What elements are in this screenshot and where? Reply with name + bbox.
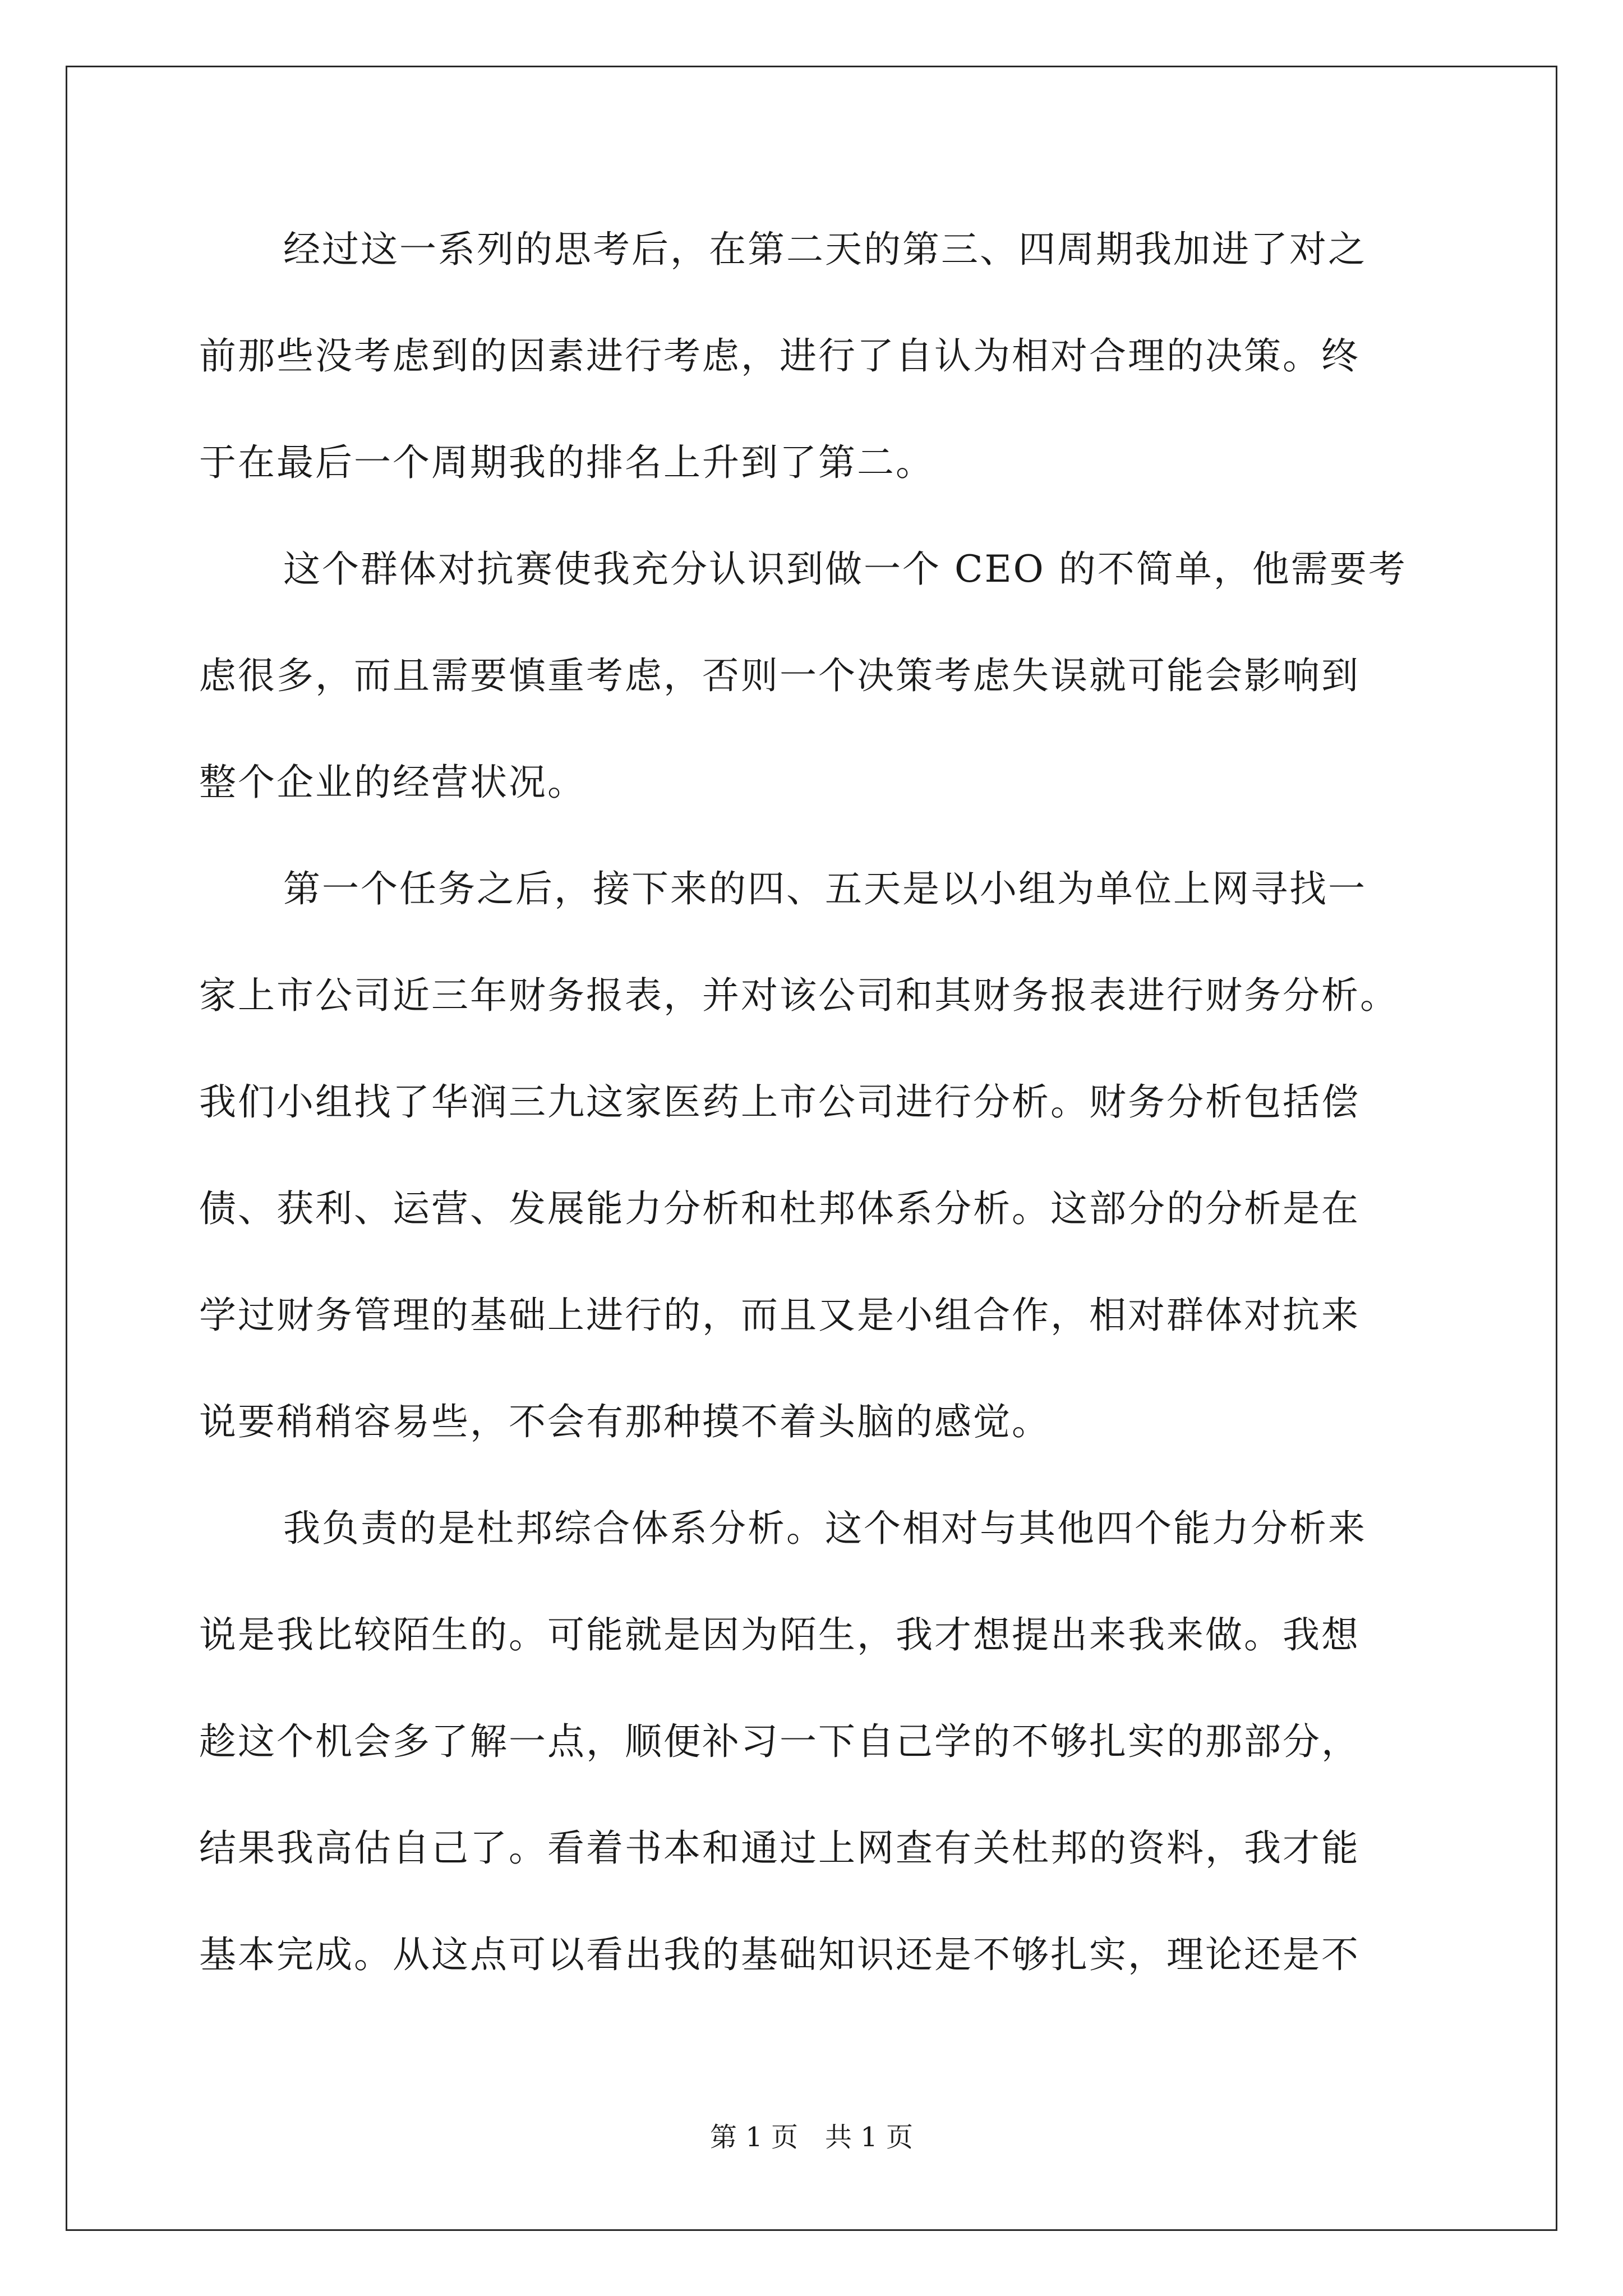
paragraph-3-line-1: 第一个任务之后，接下来的四、五天是以小组为单位上网寻找一 — [283, 867, 1367, 910]
paragraph-1-line-3: 于在最后一个周期我的排名上升到了第二。 — [199, 441, 934, 484]
paragraph-4-line-3: 趁这个机会多了解一点，顺便补习一下自己学的不够扎实的那部分， — [199, 1720, 1360, 1763]
paragraph-3-line-6: 说要稍稍容易些，不会有那种摸不着头脑的感觉。 — [199, 1400, 1050, 1443]
paragraph-4-line-2: 说是我比较陌生的。可能就是因为陌生，我才想提出来我来做。我想 — [199, 1613, 1360, 1657]
page-border — [66, 66, 1557, 2231]
paragraph-2-line-1: 这个群体对抗赛使我充分认识到做一个 CEO 的不简单，他需要考 — [283, 547, 1407, 591]
paragraph-1-line-1: 经过这一系列的思考后，在第二天的第三、四周期我加进了对之 — [283, 228, 1367, 271]
paragraph-1-line-2: 前那些没考虑到的因素进行考虑，进行了自认为相对合理的决策。终 — [199, 334, 1360, 378]
paragraph-3-line-3: 我们小组找了华润三九这家医药上市公司进行分析。财务分析包括偿 — [199, 1080, 1360, 1124]
paragraph-3-line-5: 学过财务管理的基础上进行的，而且又是小组合作，相对群体对抗来 — [199, 1294, 1360, 1337]
paragraph-3-line-4: 债、获利、运营、发展能力分析和杜邦体系分析。这部分的分析是在 — [199, 1187, 1360, 1230]
page-number: 第 1 页 共 1 页 — [709, 2122, 914, 2153]
paragraph-4-line-5: 基本完成。从这点可以看出我的基础知识还是不够扎实，理论还是不 — [199, 1933, 1360, 1976]
paragraph-2-line-2: 虑很多，而且需要慎重考虑，否则一个决策考虑失误就可能会影响到 — [199, 654, 1360, 697]
paragraph-2-line-3: 整个企业的经营状况。 — [199, 761, 586, 804]
paragraph-3-line-2: 家上市公司近三年财务报表，并对该公司和其财务报表进行财务分析。 — [199, 974, 1399, 1017]
paragraph-4-line-4: 结果我高估自己了。看着书本和通过上网查有关杜邦的资料，我才能 — [199, 1826, 1360, 1870]
paragraph-4-line-1: 我负责的是杜邦综合体系分析。这个相对与其他四个能力分析来 — [283, 1507, 1367, 1550]
